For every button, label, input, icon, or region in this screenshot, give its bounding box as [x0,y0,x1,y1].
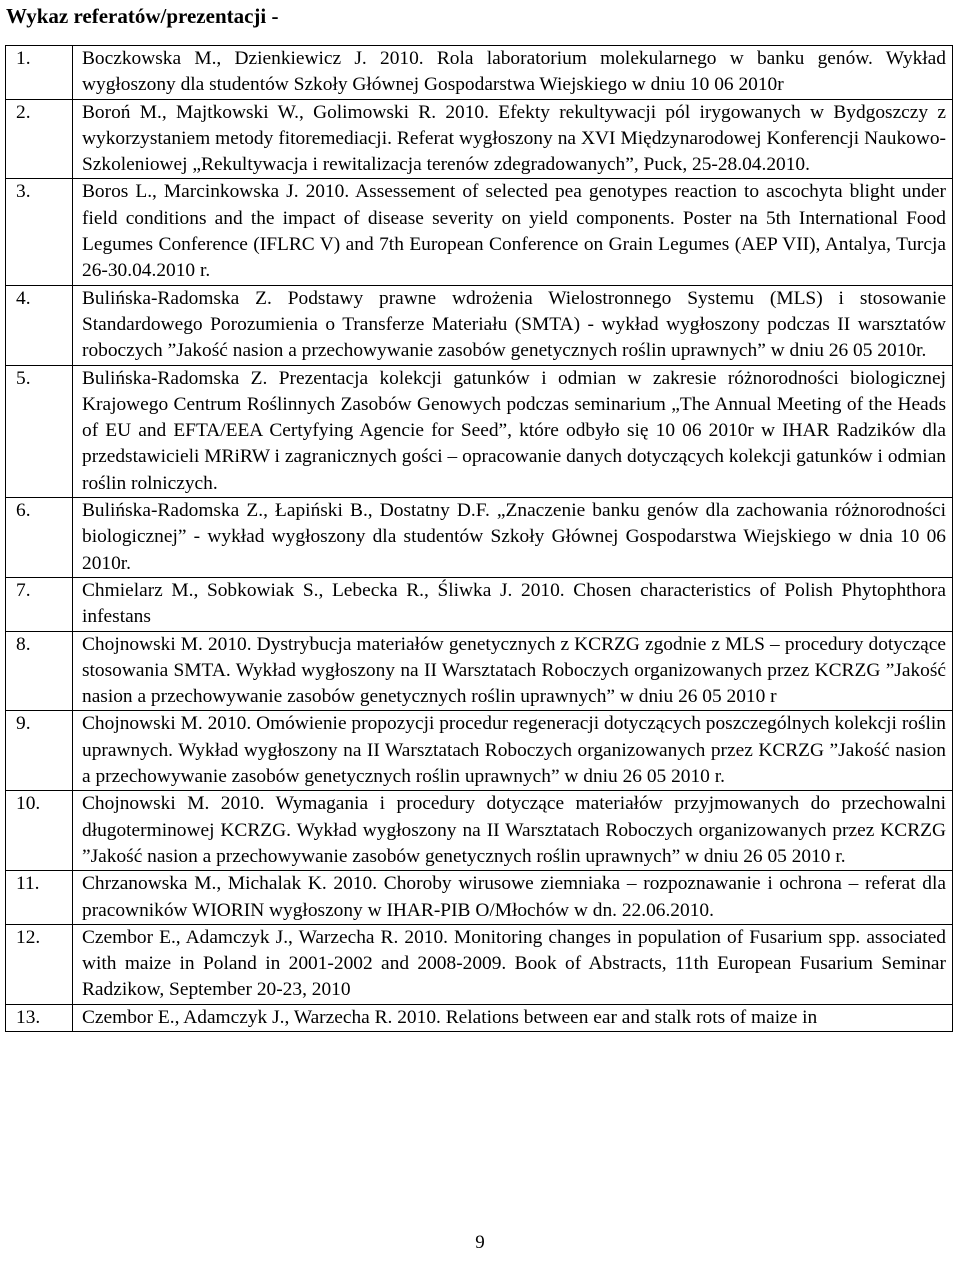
entry-number: 4. [6,285,73,365]
table-row [6,871,953,925]
entry-text: Boros L., Marcinkowska J. 2010. Assessement of selected pea genotypes reaction to ascochyta blight under field conditions and the impact of disease severity on yield components. Poster na 5th International Food Legumes Conference (IFLRC V) and 7th European Conference on Grain Legumes (AEP VII), Antalya, Turcja 26-30.04.2010 r. [73,179,953,285]
table-row [6,924,953,1004]
entry-text: Chrzanowska M., Michalak K. 2010. Choroby wirusowe ziemniaka – rozpoznawanie i ochrona – referat dla pracowników WIORIN wygłoszony w IHAR-PIB O/Młochów w dn. 22.06.2010. [73,871,953,925]
entry-number: 6. [6,498,73,578]
entry-text: Czembor E., Adamczyk J., Warzecha R. 2010. Relations between ear and stalk rots of maize in [73,1004,953,1031]
entry-number: 11. [6,871,73,925]
table-row [6,498,953,578]
entry-number: 7. [6,577,73,631]
entry-number: 2. [6,99,73,179]
table-row [6,365,953,497]
entry-text: Bulińska-Radomska Z., Łapiński B., Dostatny D.F. „Znaczenie banku genów dla zachowania różnorodności biologicznej” - wykład wygłoszony dla studentów Szkoły Głównej Gospodarstwa Wiejskiego w dnia 10 06 2010r. [73,498,953,578]
entry-number: 12. [6,924,73,1004]
entry-text: Czembor E., Adamczyk J., Warzecha R. 2010. Monitoring changes in population of Fusarium spp. associated with maize in Poland in 2001-2002 and 2008-2009. Book of Abstracts, 11th European Fusarium Seminar Radzikow, September 20-23, 2010 [73,924,953,1004]
table-row [6,1004,953,1031]
entry-text: Chojnowski M. 2010. Omówienie propozycji procedur regeneracji dotyczących poszczególnych kolekcji roślin uprawnych. Wykład wygłoszony na II Warsztatach Roboczych organizowanych przez KCRZG ”Jakość nasion a przechowywanie zasobów genetycznych roślin uprawnych” w dniu 26 05 2010 r. [73,711,953,791]
reference-table [5,45,953,1032]
entry-text: Chojnowski M. 2010. Dystrybucja materiałów genetycznych z KCRZG zgodnie z MLS – procedury dotyczące stosowania SMTA. Wykład wygłoszony na II Warsztatach Roboczych organizowanych przez KCRZG ”Jakość nasion a przechowywanie zasobów genetycznych roślin uprawnych” w dniu 26 05 2010 r [73,631,953,711]
table-row [6,46,953,100]
table-row [6,631,953,711]
table-row [6,791,953,871]
table-row [6,711,953,791]
page-heading: Wykaz referatów/prezentacji - [6,4,279,28]
entry-text: Bulińska-Radomska Z. Podstawy prawne wdrożenia Wielostronnego Systemu (MLS) i stosowanie Standardowego Porozumienia o Transferze Materiału (SMTA) - wykład wygłoszony podczas II warsztatów roboczych ”Jakość nasion a przechowywanie zasobów genetycznych roślin uprawnych” w dniu 26 05 2010r. [73,285,953,365]
entry-text: Chmielarz M., Sobkowiak S., Lebecka R., Śliwka J. 2010. Chosen characteristics of Polish Phytophthora infestans [73,577,953,631]
entry-text: Chojnowski M. 2010. Wymagania i procedury dotyczące materiałów przyjmowanych do przechowalni długoterminowej KCRZG. Wykład wygłoszony na II Warsztatach Roboczych organizowanych przez KCRZG ”Jakość nasion a przechowywanie zasobów genetycznych roślin uprawnych” w dniu 26 05 2010 r. [73,791,953,871]
table-row [6,99,953,179]
entry-number: 8. [6,631,73,711]
entry-number: 5. [6,365,73,497]
page-number: 9 [475,1232,485,1253]
entry-text: Bulińska-Radomska Z. Prezentacja kolekcji gatunków i odmian w zakresie różnorodności biologicznej Krajowego Centrum Roślinnych Zasobów Genowych podczas seminarium „The Annual Meeting of the Heads of EU and EFTA/EEA Certyfying Agencie for Seed”, które odbyło się 10 06 2010r w IHAR Radzików dla przedstawicieli MRiRW i zagranicznych gości – opracowanie danych dotyczących kolekcji gatunków i odmian roślin rolniczych. [73,365,953,497]
table-row [6,285,953,365]
entry-text: Boczkowska M., Dzienkiewicz J. 2010. Rola laboratorium molekularnego w banku genów. Wykład wygłoszony dla studentów Szkoły Głównej Gospodarstwa Wiejskiego w dniu 10 06 2010r [73,46,953,100]
entry-number: 3. [6,179,73,285]
entry-number: 10. [6,791,73,871]
entry-number: 13. [6,1004,73,1031]
table-row [6,577,953,631]
entry-number: 9. [6,711,73,791]
table-row [6,179,953,285]
entry-text: Boroń M., Majtkowski W., Golimowski R. 2010. Efekty rekultywacji pól irygowanych w Bydgoszczy z wykorzystaniem metody fitoremediacji. Referat wygłoszony na XVI Międzynarodowej Konferencji Naukowo-Szkoleniowej „Rekultywacja i rewitalizacja terenów zdegradowanych”, Puck, 25-28.04.2010. [73,99,953,179]
entry-number: 1. [6,46,73,100]
